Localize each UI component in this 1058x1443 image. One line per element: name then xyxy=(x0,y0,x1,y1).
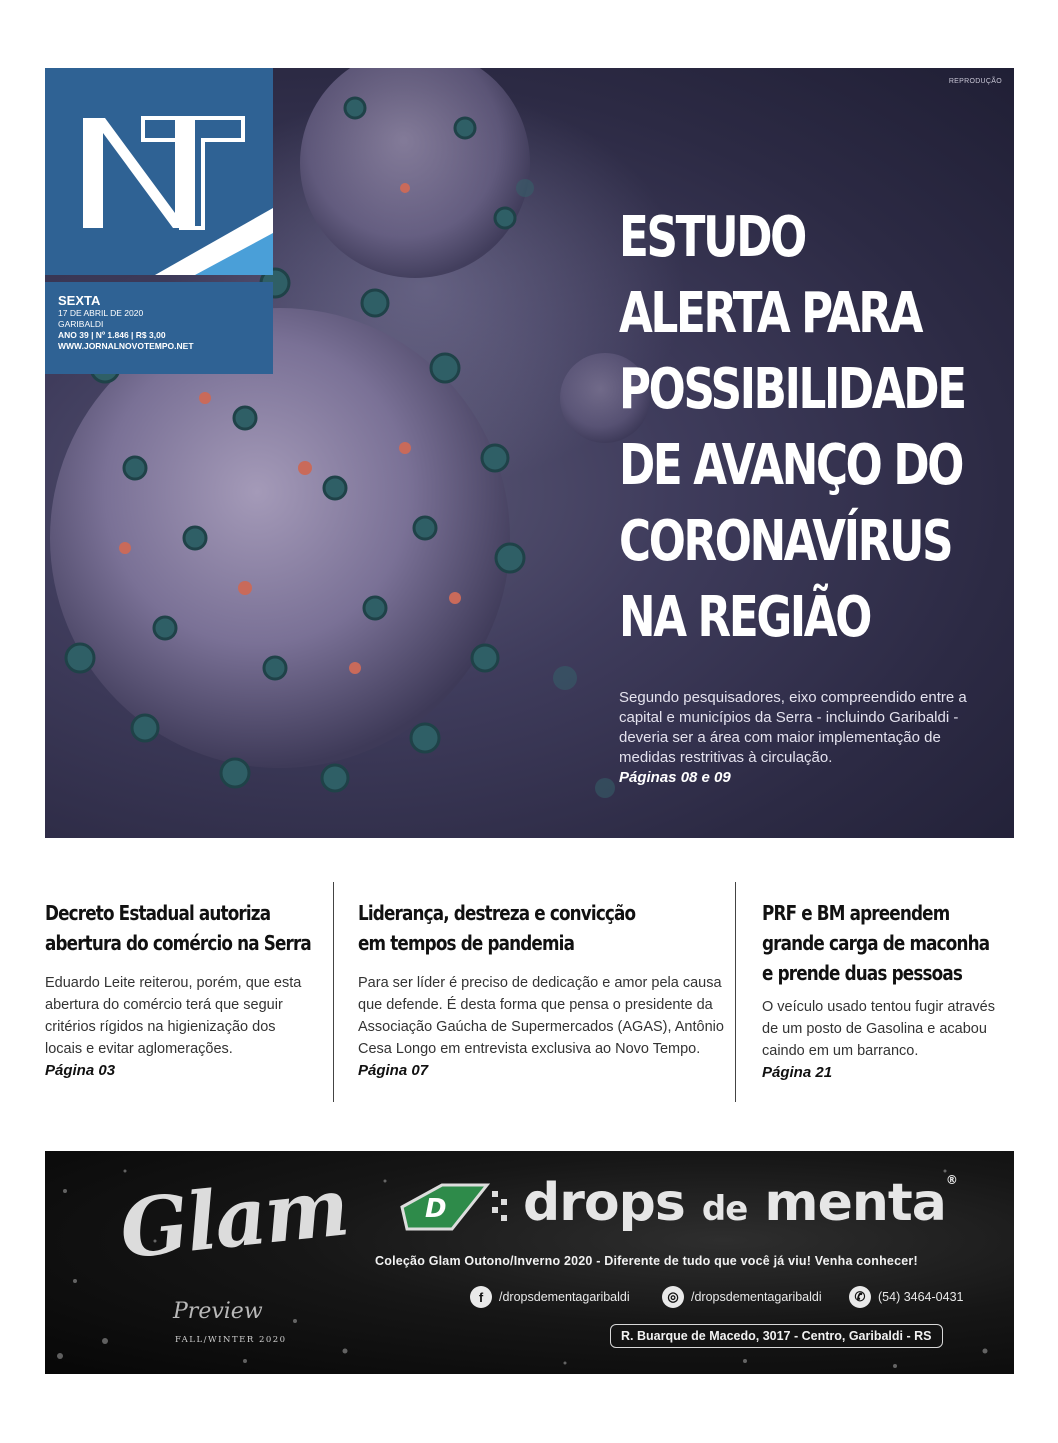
facebook-link[interactable] xyxy=(470,1286,630,1308)
story-body: Para ser líder é preciso de dedicação e amor pela causa que defende. É desta forma que pensa o presidente da Associação Gaúcha de Supermercados (AGAS), Antônio Cesa Longo em entrevista exclusiva ao Novo Tempo. xyxy=(358,975,724,1057)
story-title[interactable] xyxy=(358,898,644,958)
instagram-handle: /dropsdementagaribaldi xyxy=(691,1290,822,1304)
masthead-info xyxy=(45,282,273,374)
story-lideranca xyxy=(358,898,726,1082)
headline-line: NA REGIÃO xyxy=(619,585,871,650)
story-page-ref[interactable]: Página 21 xyxy=(762,1064,833,1081)
photo-credit: REPRODUÇÃO xyxy=(948,78,1002,85)
edition-day: SEXTA xyxy=(58,293,101,308)
svg-text:D: D xyxy=(425,1194,447,1224)
main-headline xyxy=(619,200,965,656)
drops-de-menta-ad[interactable] xyxy=(45,1151,1014,1374)
headline-line: ALERTA PARA xyxy=(619,281,922,346)
headline-line: POSSIBILIDADE xyxy=(619,357,965,422)
story-page-ref[interactable]: Página 03 xyxy=(45,1062,116,1079)
story-decreto xyxy=(45,898,315,1082)
brand-word: menta xyxy=(764,1173,946,1233)
instagram-link[interactable] xyxy=(662,1286,822,1308)
lead-page-ref[interactable]: Páginas 08 e 09 xyxy=(619,769,731,786)
phone-icon: ✆ xyxy=(849,1286,871,1308)
story-title-line: abertura do comércio na Serra xyxy=(45,931,311,955)
store-address: R. Buarque de Macedo, 3017 - Centro, Garibaldi - RS xyxy=(610,1324,943,1348)
headline-lead xyxy=(619,688,979,788)
story-body: O veículo usado tentou fugir através de um posto de Gasolina e acabou caindo em um barranco. xyxy=(762,999,995,1059)
story-title[interactable] xyxy=(762,898,1048,988)
ad-tagline: Coleção Glam Outono/Inverno 2020 - Diferente de tudo que você já viu! Venha conhecer! xyxy=(375,1254,918,1268)
column-divider xyxy=(333,882,334,1102)
headline-line: ESTUDO xyxy=(619,205,805,270)
story-prf xyxy=(762,898,1007,1084)
story-title[interactable] xyxy=(45,898,331,958)
lead-text: Segundo pesquisadores, eixo compreendido entre a capital e municípios da Serra - incluindo Garibaldi - deveria ser a área com maior implementação de medidas restritivas à circulação. xyxy=(619,689,967,766)
phone-number: (54) 3464-0431 xyxy=(878,1290,964,1304)
brand-word: de xyxy=(701,1189,748,1229)
glam-preview: Preview xyxy=(173,1299,263,1324)
registered-mark: ® xyxy=(945,1173,957,1187)
drops-de-menta-logo xyxy=(523,1173,957,1233)
story-title-line: Liderança, destreza e convicção xyxy=(358,901,636,925)
drops-diamond-icon xyxy=(397,1181,517,1233)
facebook-handle: /dropsdementagaribaldi xyxy=(499,1290,630,1304)
edition-website[interactable]: WWW.JORNALNOVOTEMPO.NET xyxy=(58,341,194,351)
story-body: Eduardo Leite reiterou, porém, que esta abertura do comércio terá que seguir critérios rígidos na higienização dos locais e evitar aglomerações. xyxy=(45,975,302,1057)
story-title-line: PRF e BM apreendem xyxy=(762,901,950,925)
brand-word: drops xyxy=(523,1173,685,1233)
edition-city: GARIBALDI xyxy=(58,319,104,329)
instagram-icon: ◎ xyxy=(662,1286,684,1308)
story-title-line: Decreto Estadual autoriza xyxy=(45,901,271,925)
glam-season: FALL/WINTER 2020 xyxy=(175,1335,287,1345)
edition-date: 17 DE ABRIL DE 2020 xyxy=(58,308,144,318)
facebook-icon: f xyxy=(470,1286,492,1308)
story-title-line: em tempos de pandemia xyxy=(358,931,575,955)
phone-link[interactable] xyxy=(849,1286,963,1308)
glam-logo: Glam xyxy=(115,1159,352,1277)
nt-logo-icon xyxy=(45,68,273,275)
headline-line: DE AVANÇO DO xyxy=(619,433,963,498)
story-title-line: grande carga de maconha xyxy=(762,931,990,955)
story-title-line: e prende duas pessoas xyxy=(762,961,963,985)
headline-line: CORONAVÍRUS xyxy=(619,509,952,574)
story-page-ref[interactable]: Página 07 xyxy=(358,1062,429,1079)
edition-number: ANO 39 | Nº 1.846 | R$ 3,00 xyxy=(58,330,166,340)
column-divider xyxy=(735,882,736,1102)
newspaper-logo xyxy=(45,68,273,275)
